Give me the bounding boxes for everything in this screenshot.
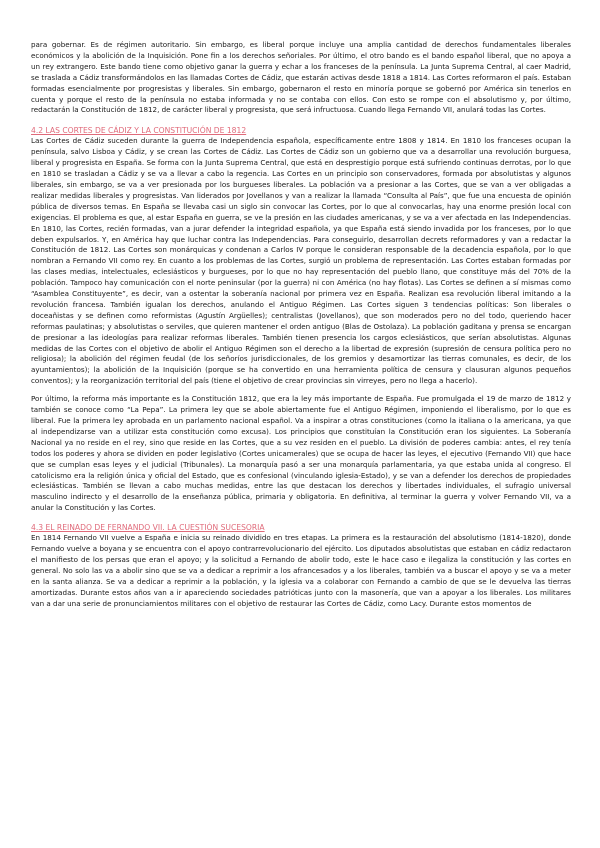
paragraph-spacer <box>31 387 571 394</box>
section-paragraph: Por último, la reforma más importante es la Constitución 1812, que era la ley más importante de España. Fue promulgada el 19 de marzo de 1812 y también se conoce como “La Pepa”. La primera ley que se abole abiertamente fue el Antiguo Régimen, imponiendo el liberalismo, por lo que es liberal. Fue la primera ley aprobada en un parlamento nacional español. Va a inspirar a otras constituciones (como la italiana o la americana, ya que al independizarse van a utilizar esta constitución como excusa). Los principios que constituían la Constitución eran los siguientes. La Soberanía Nacional ya no reside en el rey, sino que reside en las Cortes, que a su vez residen en el pueblo. La división de poderes cambia: antes, el rey tenía todos los poderes y ahora se dividen en poder legislativo (Cortes unicamerales) que se ocupa de hacer las leyes, el ejecutivo (Fernando VII) que hace que se cumplan esas leyes y el judicial (Tribunales). La monarquía pasó a ser una monarquía parlamentaria, ya que estaba unida al congreso. El catolicismo era la religión única y oficial del Estado, que es confesional (vinculando iglesia-Estado), y se van a defender los derechos de propiedades eclesiásticas. También se llevan a cabo muchas medidas, entre las que destacan los derechos y libertades individuales, el sufragio universal masculino indirecto y el desarrollo de la enseñanza pública, primaria y obligatoria. En definitiva, al terminar la guerra y volver Fernando VII, va a anular la Constitución y las Cortes. <box>31 394 571 513</box>
document-page <box>31 40 571 610</box>
section-paragraph: Las Cortes de Cádiz suceden durante la guerra de Independencia española, específicamente entre 1808 y 1814. En 1810 los franceses ocupan la península, salvo Lisboa y Cádiz, y se crean las Cortes de Cádiz. Las Cortes de Cádiz son un gobierno que va a desarrollar una revolución burguesa, liberal y progresista en España. Se forma con la Junta Suprema Central, que está en desprestigio porque está sufriendo continuas derrotas, por lo que en 1810 se trasladan a Cádiz y se va a llevar a cabo la regencia. Las Cortes en un principio son conservadores, formada por absolutistas y algunos liberales, sin embargo, se va a ver presionada por los burgueses liberales. La población va a presionar a las Cortes, que se van a ver obligadas a realizar medidas liberales y progresistas. Van liderados por Jovellanos y van a realizar la llamada “Consulta al País”, que fue una encuesta de opinión pública de diversos temas. En España se llevaba casi un siglo sin convocar las Cortes, por lo que al convocarlas, hay una enorme presión local con exigencias. El problema es que, al estar España en guerra, se ve la presión en las ciudades americanas, y se va a ver afectada en las Independencias. En 1810, las Cortes, recién formadas, van a jurar defender la integridad española, ya que España está siendo invadida por los franceses, por lo que deben expulsarlos. Y, en América hay que luchar contra las Independencias. Para conseguirlo, desarrollan decrets reformadores y van a redactar la Constitución de 1812. Las Cortes son monárquicas y condenan a Carlos IV porque le consideran responsable de la decadencia española, por lo que nombran a Fernando VII como rey. En cuanto a los problemas de las Cortes, surgió un problema de representación. Las Cortes estaban formadas por las clases medias, intelectuales, eclesiásticos y burgueses, por lo que no hay representación del pueblo llano, que constituye más del 70% de la población. Tampoco hay comunicación con el norte peninsular (por la guerra) ni con América (no hay flotas). Las Cortes se definen a sí mismas como “Asamblea Constituyente”, es decir, van a ostentar la soberanía nacional por primera vez en España. Realizan esa revolución liberal imitando a la revolución francesa. También igualan los derechos, anulando el Antiguo Régimen. Las Cortes siguen 3 tendencias políticas: Son liberales o doceañistas y se definen como reformistas (Agustín Argüelles); centralistas (Jovellanos), que son moderados pero no del todo, queriendo hacer reformas paulatinas; y absolutistas o serviles, que quieren mantener el orden antiguo (Blas de Ostolaza). La población gaditana y prensa se encargan de presionar a las ideologías para realizar reformas liberales. También tienen presencia los cargos eclesiásticos, que serían absolutistas. Algunas medidas de las Cortes con el objetivo de abolir el Antiguo Régimen son el derecho a la libertad de expresión (supresión de censura política pero no religiosa); la abolición del régimen feudal (de los señoríos jurisdiccionales, de los gremios y desamortizar las tierras comunales, es decir, de los ayuntamientos); la abolición de la Inquisición (porque se ha convertido en una herramienta política de censura y clausuran algunos pequeños conventos); y la reorganización territorial del país (tiene el objetivo de crear provincias sin virreyes, pero no llega a hacerlo). <box>31 136 571 386</box>
intro-paragraph: para gobernar. Es de régimen autoritario. Sin embargo, es liberal porque incluye una amplia cantidad de derechos fundamentales liberales económicos y la abolición de la Inquisición. Pone fin a los derechos señoriales. Por último, el otro bando es el bando español liberal, que no apoya a un rey extrangero. Este bando tiene como objetivo ganar la guerra y echar a los franceses de la península. La Junta Suprema Central, al caer Madrid, se traslada a Cádiz transformándolos en las llamadas Cortes de Cádiz, que estarán activas desde 1818 a 1814. Las Cortes reformaron el país. Estaban formadas esencialmente por progresistas y liberales. Sin embargo, gobernaron el resto en minoría porque se gobernó por América sin tenerlos en cuenta y porque el resto de la península no estaba informada y no se contaba con ellos. Con esto se rompe con el absolutismo y, por último, redactarán la Constitución de 1812, de carácter liberal y progresista, que será infructuosa. Cuando llega Fernando VII, anulará todas las Cortes. <box>31 40 571 115</box>
section-heading-reinado-fernando-vii: 4.3 EL REINADO DE FERNANDO VII. LA CUESTIÓN SUCESORIA <box>31 523 265 533</box>
section-heading-cortes-de-cadiz: 4.2 LAS CORTES DE CÁDIZ Y LA CONSTITUCIÓN DE 1812 <box>31 126 247 136</box>
section-paragraph: En 1814 Fernando VII vuelve a España e inicia su reinado dividido en tres etapas. La primera es la restauración del absolutismo (1814-1820), donde Fernando vuelve a boyana y se encuentra con el apoyo contrarrevolucionario del ejército. Los diputados absolutistas que estaban en cádiz redactaron el manifiesto de los persas que eran el apoyo; y la solicitud a Fernando de abolir todo, este le hace caso e ilegaliza la constitución y las cortes en general. No solo las va a abolir sino que se va a dedicar a reprimir a los afrancesados y a los liberales, también va a buscar el apoyo y se va a meter en la santa alianza. Se va a dedicar a reprimir a la población, y la iglesia va a colaborar con Fernando a cambio de que se le devuelva las tierras amortizadas. Durante estos años van a ir apareciendo sociedades patrióticas junto con la masonería, que van a apoyar a los liberales. Los militares van a dar una serie de pronunciamientos militares con el objetivo de restaurar las Cortes de Cádiz, como Lacy. Durante estos momentos de <box>31 533 571 608</box>
